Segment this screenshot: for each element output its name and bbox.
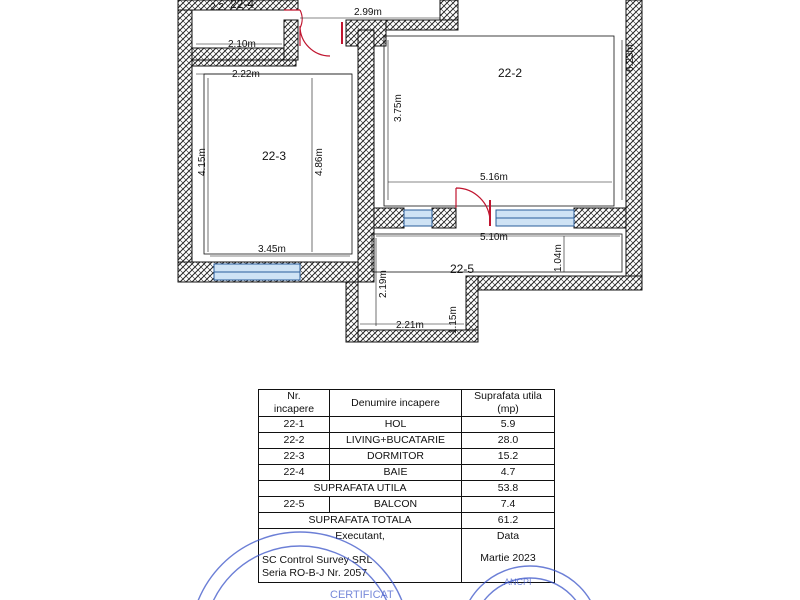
table-row: [259, 449, 555, 465]
date-label: Data: [462, 529, 555, 545]
company-cell: [259, 544, 462, 583]
cell-area: 15.2: [462, 449, 555, 465]
dim-3-45: 3.45m: [258, 244, 286, 255]
dim-2-2: 2.2: [210, 2, 224, 13]
table-row: [259, 417, 555, 433]
company-name: SC Control Survey SRL: [262, 554, 373, 566]
company-series: Seria RO-B-J Nr. 2057: [262, 567, 368, 579]
useful-area-row: [259, 481, 555, 497]
useful-area-label: SUPRAFATA UTILA: [259, 481, 462, 497]
dim-2-19: 2.19m: [378, 270, 389, 298]
wall-living-balcony-right: [574, 208, 626, 228]
dim-6-23: 6.23m: [625, 44, 636, 72]
total-area-label: SUPRAFATA TOTALA: [259, 513, 462, 529]
cell-name: HOL: [330, 417, 462, 433]
room-label-22-3: 22-3: [262, 149, 287, 163]
walls: [178, 0, 642, 342]
dim-2-22: 2.22m: [232, 69, 260, 80]
room-label-22-2: 22-2: [498, 66, 523, 80]
dim-2-21: 2.21m: [396, 320, 424, 331]
dim-3-75: 3.75m: [393, 94, 404, 122]
wall-living-balcony-mid: [432, 208, 456, 228]
cell-name: DORMITOR: [330, 449, 462, 465]
area-table: [258, 389, 555, 583]
dim-1-04: 1.04m: [553, 244, 564, 272]
dim-5-10: 5.10m: [480, 232, 508, 243]
header-area-text: Suprafata utila (mp): [474, 390, 542, 415]
dim-5-16: 5.16m: [480, 172, 508, 183]
dim-2-99: 2.99m: [354, 7, 382, 18]
wall-right: [626, 0, 642, 290]
wall-living-balcony-left: [374, 208, 404, 228]
total-area-value: 61.2: [462, 513, 555, 529]
balcony-row: [259, 497, 555, 513]
header-nr: [259, 390, 330, 417]
cell-name: LIVING+BUCATARIE: [330, 433, 462, 449]
cell-nr: 22-5: [259, 497, 330, 513]
cell-nr: 22-1: [259, 417, 330, 433]
cell-nr: 22-4: [259, 465, 330, 481]
executant-label: Executant,: [259, 529, 462, 545]
doors: [284, 10, 490, 226]
executant-row: [259, 529, 555, 545]
cell-name: BALCON: [330, 497, 462, 513]
cell-name: BAIE: [330, 465, 462, 481]
wall-bath-corner: [284, 20, 298, 60]
wall-left: [178, 0, 192, 282]
dim-2-10: 2.10m: [228, 39, 256, 50]
room-label-22-5: 22-5: [450, 262, 475, 276]
stamp-text-right: ANCPI: [504, 577, 532, 587]
dim-4-15: 4.15m: [197, 148, 208, 176]
wall-balcony-left: [346, 282, 358, 342]
dim-1-15: 1.15m: [448, 306, 459, 334]
wall-balcony-right-bottom: [466, 276, 642, 290]
door-bedroom: [300, 26, 330, 56]
cell-area: 5.9: [462, 417, 555, 433]
cell-area: 4.7: [462, 465, 555, 481]
wall-bedroom-top: [192, 60, 296, 66]
useful-area-value: 53.8: [462, 481, 555, 497]
header-nr-text: Nr. incapere: [273, 390, 315, 415]
header-name-text: Denumire incapere: [351, 396, 440, 409]
table-row: [259, 433, 555, 449]
date-value: Martie 2023: [462, 544, 555, 583]
room-label-22-4: 22-4: [230, 0, 255, 11]
cell-nr: 22-2: [259, 433, 330, 449]
dim-4-86: 4.86m: [314, 148, 325, 176]
table-header-row: [259, 390, 555, 417]
cell-area: 28.0: [462, 433, 555, 449]
total-area-row: [259, 513, 555, 529]
stamp-text-left: CERTIFICAT: [330, 589, 394, 600]
door-balcony: [456, 188, 490, 222]
header-name: [330, 390, 462, 417]
cell-area: 7.4: [462, 497, 555, 513]
cell-nr: 22-3: [259, 449, 330, 465]
header-area: [462, 390, 555, 417]
company-row: [259, 544, 555, 583]
table-row: [259, 465, 555, 481]
